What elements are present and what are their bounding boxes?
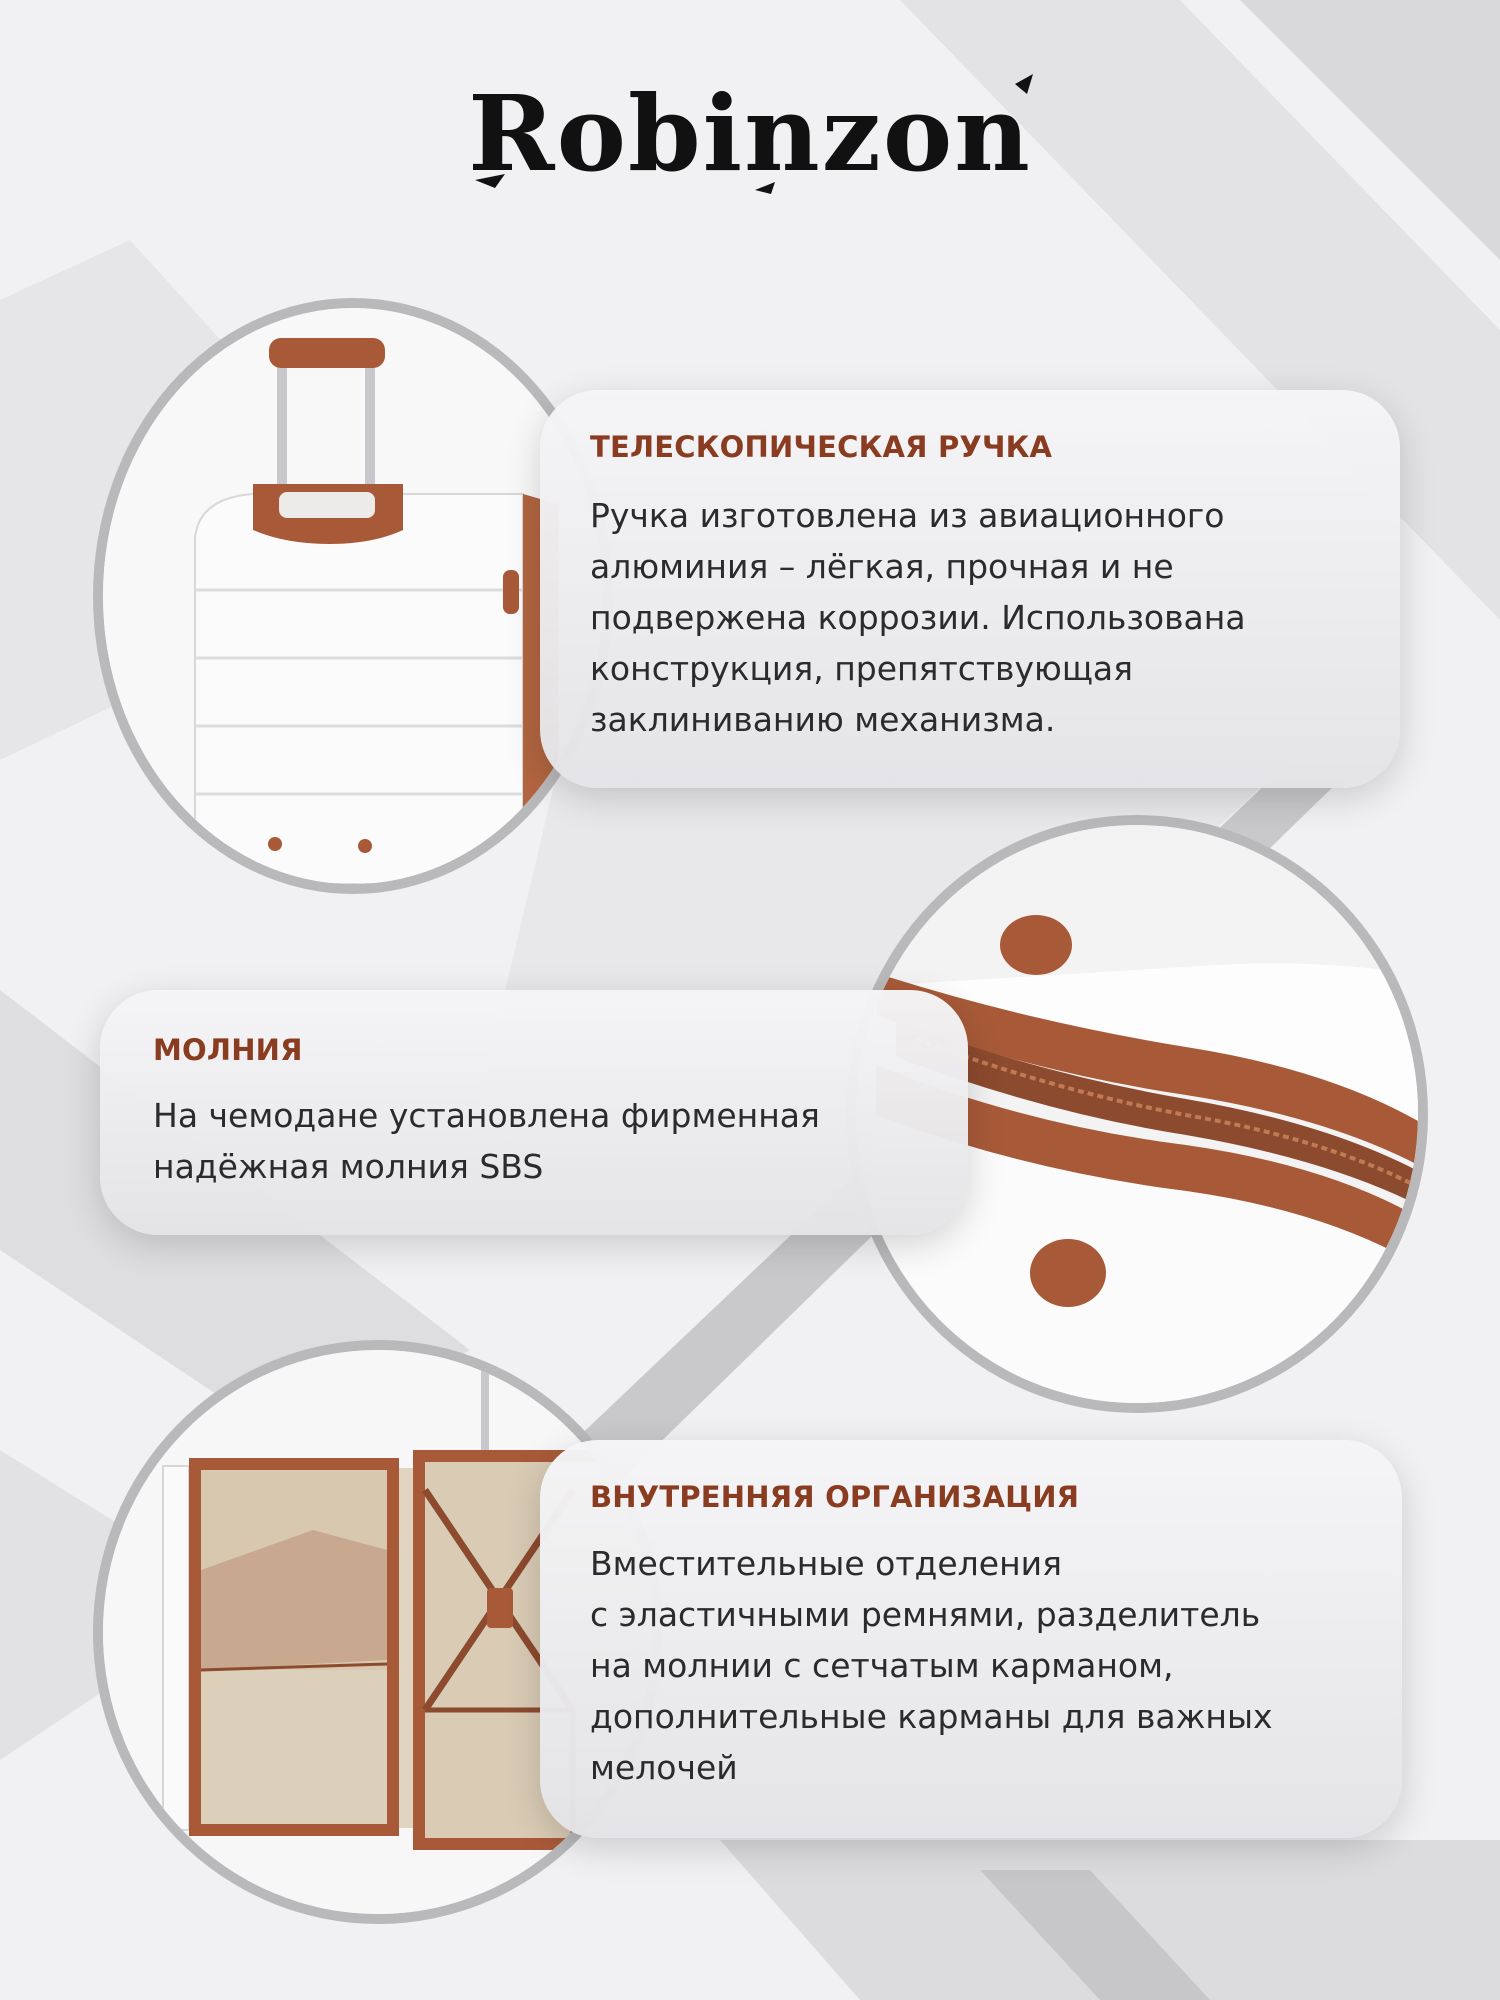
feature-title: МОЛНИЯ: [153, 1033, 303, 1067]
feature-description: На чемодане установлена фирменная надёжная молния SBS: [153, 1096, 820, 1186]
feature-title: ТЕЛЕСКОПИЧЕСКАЯ РУЧКА: [590, 430, 1053, 464]
suitcase-handle-photo-icon: [103, 308, 603, 884]
feature-description: Вместительные отделения с эластичными ремнями, разделитель на молнии с сетчатым карманом, дополнительные карманы для важных мелочей: [590, 1544, 1273, 1787]
robinzon-logo: [455, 62, 1045, 200]
feature-title: ВНУТРЕННЯЯ ОРГАНИЗАЦИЯ: [590, 1480, 1080, 1514]
logo-wordmark: Robinzon: [468, 72, 1032, 195]
feature-card-zipper: [100, 990, 968, 1235]
feature-card-interior-organization: [540, 1440, 1402, 1838]
feature-card-telescopic-handle: [540, 390, 1400, 788]
feature-description: Ручка изготовлена из авиационного алюминия – лёгкая, прочная и не подвержена коррозии. Использована конструкция, препятствующая заклиниванию механизма.: [590, 496, 1246, 739]
